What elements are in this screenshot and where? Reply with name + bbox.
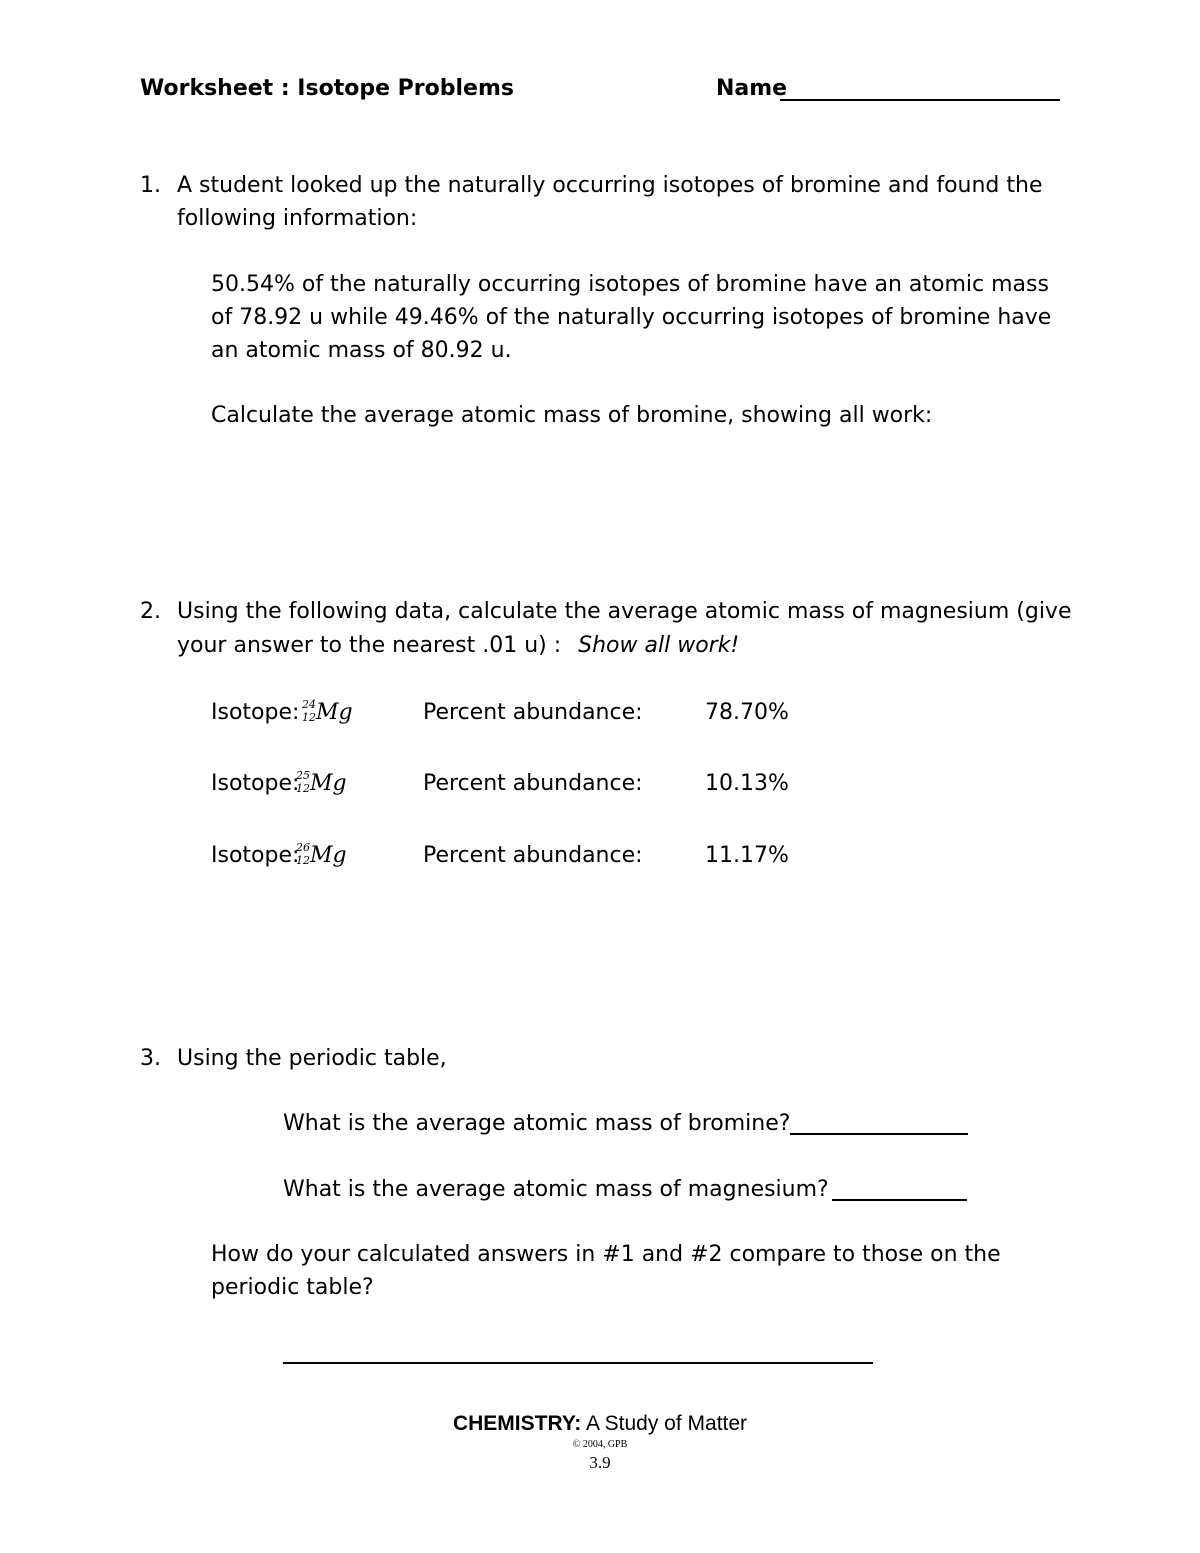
isotope-symbol xyxy=(302,696,353,729)
q3-question-b: What is the average atomic mass of magnesium? xyxy=(283,1177,829,1202)
q3-compare-line2: periodic table? xyxy=(211,1275,374,1300)
q3-number: 3. xyxy=(140,1046,161,1071)
isotope-symbol xyxy=(296,839,347,872)
percent-abundance-label: Percent abundance: xyxy=(423,843,643,868)
page-number: 3.9 xyxy=(589,1453,611,1472)
q3-compare-answer-line[interactable] xyxy=(283,1362,873,1364)
q3-compare-line1: How do your calculated answers in #1 and #2 compare to those on the xyxy=(211,1242,1001,1267)
q1-data-line1: 50.54% of the naturally occurring isotopes of bromine have an atomic mass xyxy=(211,272,1049,297)
footer-brand-line xyxy=(0,1410,1200,1438)
q2-line1: Using the following data, calculate the average atomic mass of magnesium (give xyxy=(177,599,1072,624)
q2-line2: your answer to the nearest .01 u) : xyxy=(177,633,562,658)
percent-abundance-label: Percent abundance: xyxy=(423,700,643,725)
q2-line2-row xyxy=(177,629,739,662)
mass-number: 25 xyxy=(296,769,310,782)
element-symbol: Mg xyxy=(316,700,353,725)
atomic-number: 12 xyxy=(296,854,310,867)
isotope-row-label: Isotope: xyxy=(211,843,300,868)
mass-number: 24 xyxy=(302,698,316,711)
q1-instruction: Calculate the average atomic mass of bromine, showing all work: xyxy=(211,403,933,428)
q1-intro-line2: following information: xyxy=(177,206,418,231)
percent-abundance-value: 11.17% xyxy=(705,843,789,868)
footer-copyright: © 2004, GPB xyxy=(572,1439,628,1450)
element-symbol: Mg xyxy=(310,843,347,868)
name-label: Name xyxy=(716,76,788,101)
percent-abundance-value: 78.70% xyxy=(705,700,789,725)
q2-emphasis: Show all work! xyxy=(578,633,740,658)
footer-subtitle: A Study of Matter xyxy=(581,1412,748,1435)
mass-number: 26 xyxy=(296,841,310,854)
atomic-number: 12 xyxy=(302,711,316,724)
percent-abundance-label: Percent abundance: xyxy=(423,771,643,796)
worksheet-title: Worksheet : Isotope Problems xyxy=(140,76,514,101)
q3-intro: Using the periodic table, xyxy=(177,1046,447,1071)
q3-answer-b-line[interactable] xyxy=(832,1199,967,1201)
isotope-row-label: Isotope: xyxy=(211,700,300,725)
q2-number: 2. xyxy=(140,599,161,624)
q1-data-line2: of 78.92 u while 49.46% of the naturally occurring isotopes of bromine have xyxy=(211,305,1052,330)
q3-question-a: What is the average atomic mass of bromine? xyxy=(283,1111,791,1136)
isotope-row-label: Isotope: xyxy=(211,771,300,796)
percent-abundance-value: 10.13% xyxy=(705,771,789,796)
q1-number: 1. xyxy=(140,173,161,198)
footer-brand: CHEMISTRY: xyxy=(452,1412,582,1435)
isotope-symbol xyxy=(296,767,347,800)
q1-data-line3: an atomic mass of 80.92 u. xyxy=(211,338,512,363)
atomic-number: 12 xyxy=(296,782,310,795)
q1-intro-line1: A student looked up the naturally occurring isotopes of bromine and found the xyxy=(177,173,1043,198)
q3-answer-a-line[interactable] xyxy=(790,1133,968,1135)
name-blank-line[interactable] xyxy=(780,99,1060,101)
element-symbol: Mg xyxy=(310,771,347,796)
